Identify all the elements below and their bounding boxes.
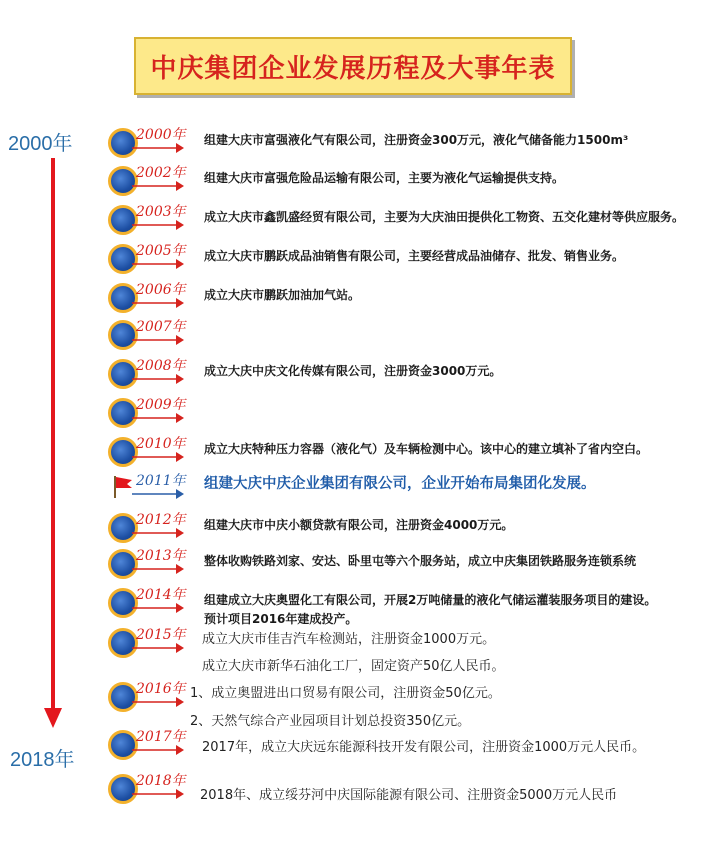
timeline-row <box>0 201 720 237</box>
arrow-right-icon <box>132 451 184 463</box>
event-description: 成立大庆市鹏跃加油加气站。 <box>204 288 361 302</box>
event-year: 2013年 <box>136 548 186 564</box>
arrow-right-icon <box>132 334 184 346</box>
timeline-row <box>0 355 720 391</box>
event-description: 组建大庆市中庆小额贷款有限公司，注册资金4000万元。 <box>204 518 514 532</box>
event-description-line2: 成立大庆市新华石油化工厂，固定资产50亿人民币。 <box>202 659 505 674</box>
timeline-row <box>0 726 720 762</box>
timeline-row <box>0 124 720 160</box>
timeline-row <box>0 770 720 806</box>
timeline-end-label: 2018年 <box>10 749 75 771</box>
arrow-right-icon <box>132 602 184 614</box>
page-title: 中庆集团企业发展历程及大事年表 <box>150 53 556 84</box>
timeline-row <box>0 624 720 674</box>
event-description: 成立大庆市鑫凯盛经贸有限公司，主要为大庆油田提供化工物资、五交化建材等供应服务。 <box>204 210 685 224</box>
event-description: 组建大庆市富强液化气有限公司，注册资金300万元，液化气储备能力1500m³ <box>204 133 629 147</box>
flag-icon <box>112 474 134 500</box>
timeline-row <box>0 678 720 729</box>
arrow-right-icon <box>132 488 184 500</box>
arrow-right-icon <box>132 297 184 309</box>
event-year: 2009年 <box>136 397 186 413</box>
event-description: 成立大庆市佳吉汽车检测站，注册资金1000万元。 <box>202 632 496 647</box>
event-description: 成立大庆特种压力容器（液化气）及车辆检测中心。该中心的建立填补了省内空白。 <box>204 442 649 456</box>
event-year: 2017年 <box>136 729 186 745</box>
event-description: 1、成立奥盟进出口贸易有限公司，注册资金50亿元。 <box>190 686 501 701</box>
event-description: 整体收购铁路刘家、安达、卧里屯等六个服务站，成立中庆集团铁路服务连锁系统 <box>204 554 637 568</box>
event-year: 2007年 <box>136 319 186 335</box>
event-description: 成立大庆中庆文化传媒有限公司，注册资金3000万元。 <box>204 364 502 378</box>
arrow-right-icon <box>132 563 184 575</box>
event-description: 组建成立大庆奥盟化工有限公司，开展2万吨储量的液化气储运灌装服务项目的建设。 <box>204 593 657 607</box>
timeline-row <box>0 279 720 315</box>
timeline-row <box>0 509 720 545</box>
event-description: 组建大庆中庆企业集团有限公司，企业开始布局集团化发展。 <box>204 476 596 492</box>
event-year: 2012年 <box>136 512 186 528</box>
arrow-right-icon <box>132 412 184 424</box>
event-year: 2008年 <box>136 358 186 374</box>
timeline-row <box>0 545 720 581</box>
page-title-banner <box>134 37 572 95</box>
event-year: 2015年 <box>136 627 186 643</box>
event-year: 2011年 <box>136 473 186 489</box>
event-description: 组建大庆市富强危险品运输有限公司，主要为液化气运输提供支持。 <box>204 171 565 185</box>
event-description-line2: 2、天然气综合产业园项目计划总投资350亿元。 <box>190 714 471 729</box>
event-year: 2003年 <box>136 204 186 220</box>
arrow-right-icon <box>132 696 184 708</box>
event-year: 2016年 <box>136 681 186 697</box>
arrow-right-icon <box>132 219 184 231</box>
event-description-line2: 预计项目2016年建成投产。 <box>204 612 358 626</box>
event-year: 2002年 <box>136 165 186 181</box>
timeline-start-label: 2000年 <box>8 133 73 155</box>
arrow-right-icon <box>132 744 184 756</box>
event-description: 成立大庆市鹏跃成品油销售有限公司，主要经营成品油储存、批发、销售业务。 <box>204 249 625 263</box>
event-description: 2018年、成立绥芬河中庆国际能源有限公司、注册资金5000万元人民币 <box>200 788 618 803</box>
arrow-right-icon <box>132 642 184 654</box>
event-year: 2006年 <box>136 282 186 298</box>
timeline-row <box>0 584 720 626</box>
timeline-row <box>0 316 720 352</box>
arrow-right-icon <box>132 527 184 539</box>
event-description: 2017年，成立大庆远东能源科技开发有限公司，注册资金1000万元人民币。 <box>202 740 646 755</box>
arrow-right-icon <box>132 373 184 385</box>
timeline-row <box>0 162 720 198</box>
timeline-row <box>0 394 720 430</box>
timeline-row <box>0 240 720 276</box>
arrow-right-icon <box>132 788 184 800</box>
arrow-right-icon <box>132 258 184 270</box>
event-year: 2010年 <box>136 436 186 452</box>
timeline-row <box>0 433 720 469</box>
timeline-row-highlight <box>0 470 720 506</box>
event-year: 2018年 <box>136 773 186 789</box>
arrow-right-icon <box>132 142 184 154</box>
event-year: 2014年 <box>136 587 186 603</box>
event-year: 2000年 <box>136 127 186 143</box>
arrow-right-icon <box>132 180 184 192</box>
event-year: 2005年 <box>136 243 186 259</box>
